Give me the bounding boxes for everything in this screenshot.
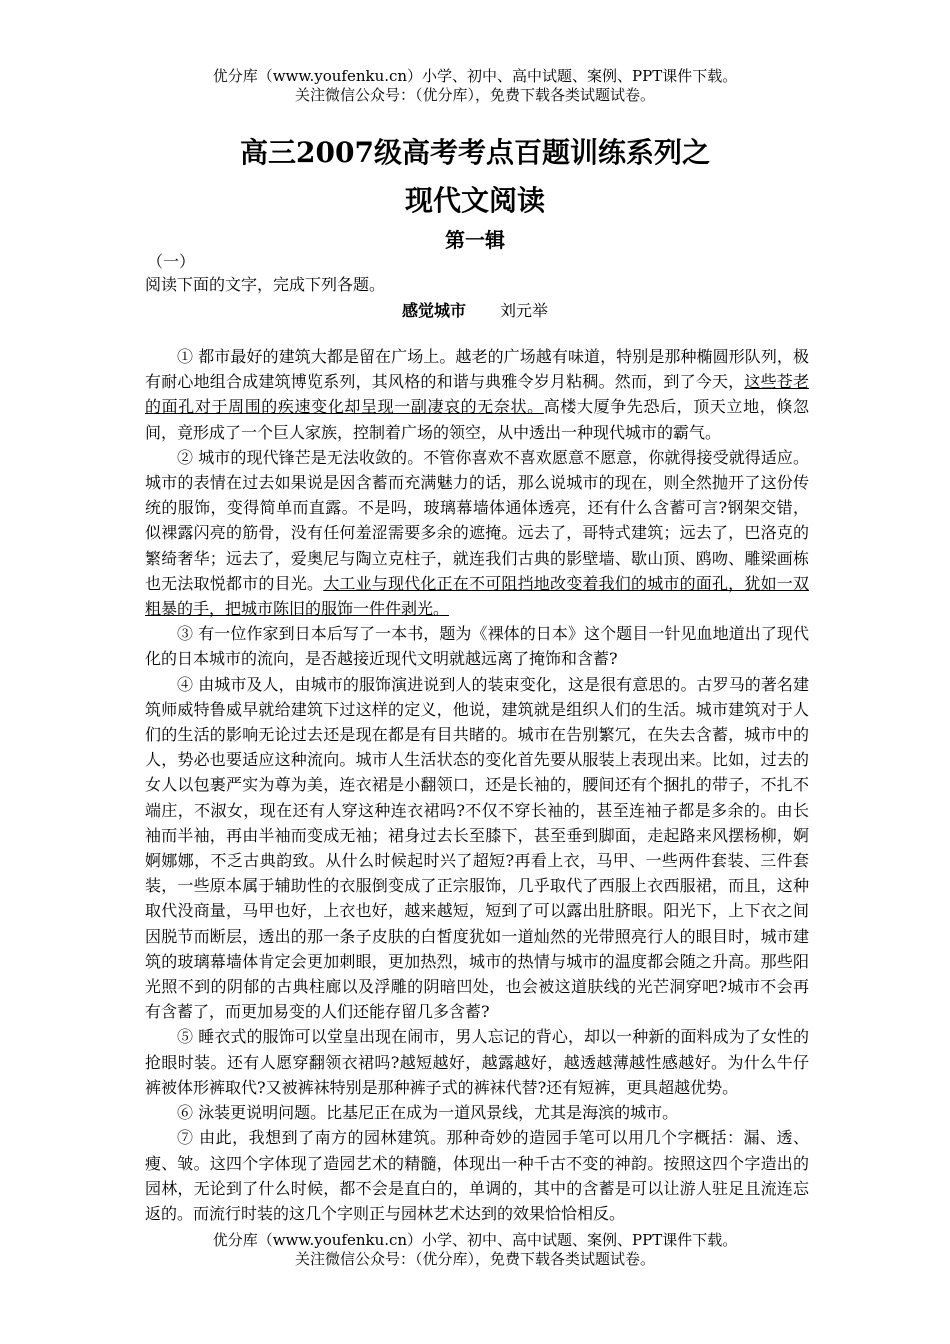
paragraph-1-text-b: 高楼大厦争先恐后，顶天立地，倏忽间，竟形成了一个巨人家族，控制着广场的领空，从中透出一种现代城市的霸气。 [145,397,809,442]
footer-line-2: 关注微信公众号：（优分库），免费下载各类试题试卷。 [294,1250,655,1268]
paragraph-2-underlined: 大工业与现代化正在不可阻挡地改变着我们的城市的面孔，犹如一双粗暴的手，把城市陈旧的服饰一件件剥光。 [145,573,809,619]
paragraph-6: ⑥ 泳装更说明问题。比基尼正在成为一道风景线，尤其是海滨的城市。 [177,1103,679,1123]
paragraph-1-text-a: ① 都市最好的建筑大都是留在广场上。越老的广场越有味道，特别是那种椭圆形队列，极有耐心地组合成建筑博览系列，其风格的和谐与典雅令岁月粘稠。然而，到了今天， [145,347,809,392]
paragraph-5: ⑤ 睡衣式的服饰可以堂皇出现在闹市，男人忘记的背心，却以一种新的面料成为了女性的抢眼时装。还有人愿穿翻领衣裙吗?越短越好，越露越好，越透越薄越性感越好。为什么牛仔裤被体形裤取代?又被裤袜特别是那种裤子式的裤袜代替?还有短裤，更具超越优势。 [145,1027,809,1097]
paragraph-7: ⑦ 由此，我想到了南方的园林建筑。那种奇妙的造园手笔可以用几个字概括：漏、透、瘦、皱。这四个字体现了造园艺术的精髓，体现出一种千古不变的神韵。按照这四个字造出的园林，无论到了什么时候，都不会是直白的，单调的，其中的含蓄是可以让游人驻足且流连忘返的。而流行时装的这几个字则正与园林艺术达到的效果恰恰相反。 [145,1128,809,1223]
paragraph-1-underlined: 这些苍老的面孔对于周围的疾速变化却呈现一副凄哀的无奈状。 [145,372,809,417]
series-label: 第一辑 [445,228,505,252]
instruction-text: 阅读下面的文字，完成下列各题。 [145,275,386,294]
essay-author: 刘元举 [500,301,549,320]
paragraph-3: ③ 有一位作家到日本后写了一本书，题为《裸体的日本》这个题目一针见血地道出了现代化的日本城市的流向，是否越接近现代文明就越远离了掩饰和含蓄? [145,624,809,669]
paragraph-4: ④ 由城市及人，由城市的服饰演进说到人的装束变化，这是很有意思的。古罗马的著名建筑师威特鲁威早就给建筑下过这样的定义，他说，建筑就是组织人们的生活。城市建筑对于人们的生活的影响无论过去还是现在都是有目共睹的。城市在告别繁冗，在失去含蓄，城市中的人，势必也要适应这种流向。城市人生活状态的变化首先要从服装上表现出来。比如，过去的女人以包裹严实为尊为美，连衣裙是小翻领口，还是长袖的，腰间还有个捆扎的带子，不扎不端庄，不淑女，现在还有人穿这种连衣裙吗?不仅不穿长袖的，甚至连袖子都是多余的。由长袖而半袖，再由半袖而变成无袖；裙身过去长至膝下，甚至垂到脚面，走起路来风摆杨柳，婀婀娜娜，不乏古典韵致。从什么时候起时兴了超短?再看上衣，马甲、一些两件套装、三件套装，一些原本属于辅助性的衣服倒变成了正宗服饰，几乎取代了西服上衣西服裙，而且，这种取代没商量，马甲也好，上衣也好，越来越短，短到了可以露出肚脐眼。阳光下，上下衣之间因脱节而断层，透出的那一条子皮肤的白皙度犹如一道灿然的光带照亮行人的眼目时，城市建筑的玻璃幕墙体肯定会更加刺眼，更加热烈，城市的热情与城市的温度都会随之升高。那些阳光照不到的阴郁的古典柱廊以及浮雕的阴暗凹处，也会被这道肤线的光芒洞穿吧?城市不会再有含蓄了，而更加易变的人们还能存留几多含蓄? [145,674,809,1022]
paragraph-1 [145,344,809,445]
page-title: 高三2007级高考考点百题训练系列之 [240,136,710,169]
footer-line-1: 优分库（www.youfenku.cn）小学、初中、高中试题、案例、PPT课件下载。 [212,1231,738,1249]
paragraph-2-text-a: ② 城市的现代锋芒是无法收敛的。不管你喜欢不喜欢愿意不愿意，你就得接受就得适应。城市的表情在过去如果说是因含蓄而充满魅力的话，那么说城市的现在，则全然抛开了这份传统的服饰，变得简单而直露。不是吗，玻璃幕墙体通体透亮，还有什么含蓄可言?钢架交错，似裸露闪亮的筋骨，没有任何羞涩需要多余的遮掩。远去了，哥特式建筑；远去了，巴洛克的繁绮奢华；远去了，爱奥尼与陶立克柱子，就连我们古典的影壁墙、歇山顶、鸥吻、雕梁画栋也无法取悦都市的目光。 [145,447,809,593]
essay-title: 感觉城市 [401,301,466,320]
section-number: （一） [147,252,196,271]
header-line-2: 关注微信公众号：（优分库），免费下载各类试题试卷。 [294,86,655,104]
paragraph-2 [145,445,809,621]
essay-heading [0,300,950,321]
header-line-1: 优分库（www.youfenku.cn）小学、初中、高中试题、案例、PPT课件下载。 [212,67,738,85]
essay-body [145,344,809,1226]
page-subtitle: 现代文阅读 [404,184,545,217]
